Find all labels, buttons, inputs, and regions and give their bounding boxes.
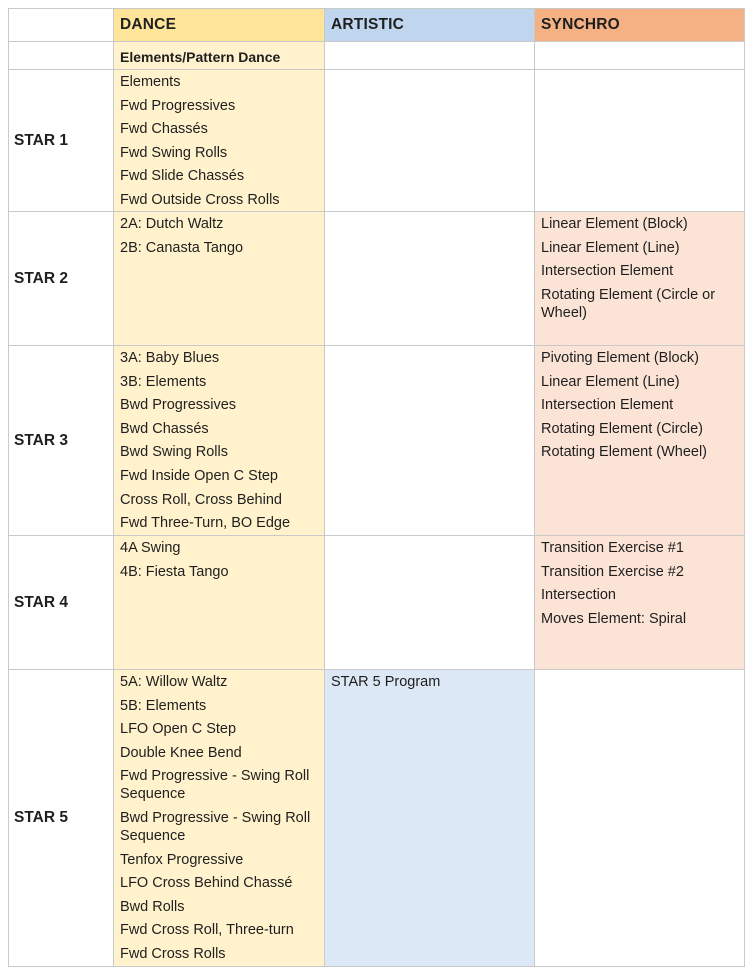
list-item: Transition Exercise #1 (541, 540, 684, 556)
synchro-cell (535, 70, 745, 212)
list-item: 2A: Dutch Waltz (120, 216, 224, 232)
list-item: Intersection Element (541, 263, 674, 280)
list-item: 5A: Willow Waltz (120, 674, 228, 690)
list-item: Bwd Swing Rolls (120, 444, 228, 461)
synchro-cell (535, 670, 745, 967)
synchro-item-list (535, 536, 744, 628)
list-item: STAR 5 Program (331, 674, 441, 690)
list-item: 3B: Elements (120, 373, 207, 390)
artistic-cell (325, 212, 535, 346)
list-item: 3A: Baby Blues (120, 350, 220, 366)
list-item: Fwd Cross Roll, Three-turn (120, 922, 294, 939)
synchro-cell (535, 536, 745, 670)
list-item: Linear Element (Block) (541, 216, 688, 232)
list-item: 2B: Canasta Tango (120, 239, 244, 256)
list-item: Bwd Progressives (120, 397, 237, 414)
row-label: STAR 1 (8, 70, 114, 212)
star-program-table (8, 8, 745, 967)
header-corner-cell (8, 8, 114, 42)
list-item: Fwd Three-Turn, BO Edge (120, 515, 291, 532)
list-item: Elements (120, 74, 181, 90)
synchro-item-list (535, 346, 744, 461)
list-item: Rotating Element (Circle) (541, 420, 703, 437)
list-item: Fwd Cross Rolls (120, 945, 226, 962)
subheader-artistic (325, 42, 535, 70)
synchro-item-list (535, 70, 744, 73)
list-item: Bwd Chassés (120, 420, 209, 437)
dance-cell (114, 536, 325, 670)
header-artistic: ARTISTIC (325, 8, 535, 42)
list-item: LFO Cross Behind Chassé (120, 875, 293, 892)
list-item: Rotating Element (Circle or Wheel) (541, 286, 716, 321)
list-item: Bwd Progressive - Swing Roll Sequence (120, 809, 311, 844)
dance-cell (114, 346, 325, 536)
header-synchro: SYNCHRO (535, 8, 745, 42)
list-item: Fwd Chassés (120, 121, 208, 138)
artistic-item-list (325, 346, 534, 349)
dance-cell (114, 212, 325, 346)
artistic-cell (325, 70, 535, 212)
subheader-dance: Elements/Pattern Dance (114, 42, 325, 70)
list-item: Fwd Progressive - Swing Roll Sequence (120, 768, 310, 803)
synchro-cell (535, 212, 745, 346)
list-item: Fwd Outside Cross Rolls (120, 191, 280, 208)
artistic-item-list (325, 536, 534, 539)
subheader-corner-cell (8, 42, 114, 70)
list-item: Bwd Rolls (120, 898, 185, 915)
list-item: Pivoting Element (Block) (541, 350, 699, 366)
list-item: Fwd Swing Rolls (120, 144, 228, 161)
artistic-item-list (325, 212, 534, 215)
list-item: 5B: Elements (120, 697, 207, 714)
artistic-cell (325, 670, 535, 967)
list-item: Intersection (541, 587, 616, 604)
list-item: Intersection Element (541, 397, 674, 414)
list-item: 4A Swing (120, 540, 181, 556)
list-item: Linear Element (Line) (541, 239, 680, 256)
dance-item-list (114, 536, 324, 581)
row-label: STAR 4 (8, 536, 114, 670)
dance-item-list (114, 212, 324, 257)
row-label: STAR 5 (8, 670, 114, 967)
list-item: Fwd Slide Chassés (120, 168, 245, 185)
list-item: Cross Roll, Cross Behind (120, 491, 282, 508)
artistic-item-list (325, 70, 534, 73)
list-item: Fwd Inside Open C Step (120, 467, 278, 484)
dance-cell (114, 70, 325, 212)
artistic-cell (325, 346, 535, 536)
dance-cell (114, 670, 325, 967)
artistic-cell (325, 536, 535, 670)
list-item: Double Knee Bend (120, 744, 242, 761)
list-item: Fwd Progressives (120, 97, 236, 114)
synchro-item-list (535, 670, 744, 673)
header-dance: DANCE (114, 8, 325, 42)
artistic-item-list (325, 670, 534, 691)
dance-item-list (114, 346, 324, 532)
list-item: Linear Element (Line) (541, 373, 680, 390)
list-item: Moves Element: Spiral (541, 610, 687, 627)
list-item: LFO Open C Step (120, 721, 237, 738)
row-label: STAR 2 (8, 212, 114, 346)
dance-item-list (114, 70, 324, 209)
synchro-item-list (535, 212, 744, 322)
subheader-synchro (535, 42, 745, 70)
synchro-cell (535, 346, 745, 536)
dance-item-list (114, 670, 324, 963)
list-item: Rotating Element (Wheel) (541, 444, 708, 461)
list-item: Transition Exercise #2 (541, 563, 684, 580)
list-item: 4B: Fiesta Tango (120, 563, 229, 580)
row-label: STAR 3 (8, 346, 114, 536)
list-item: Tenfox Progressive (120, 851, 244, 868)
